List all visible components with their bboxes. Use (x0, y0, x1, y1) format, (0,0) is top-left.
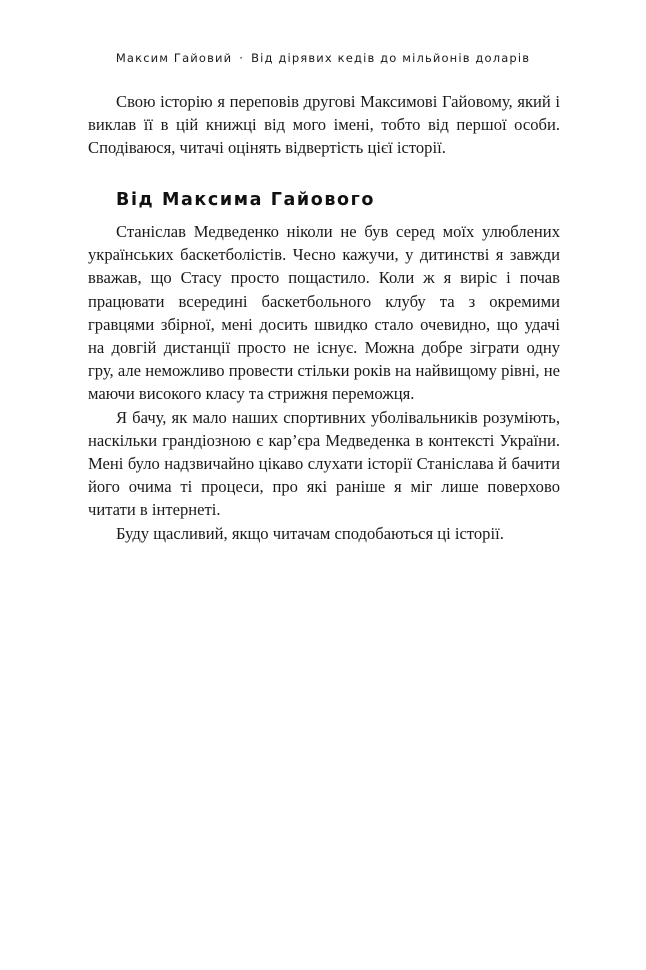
running-head (0, 51, 646, 65)
body-paragraph: Буду щасливий, якщо читачам сподобаються ці історії. (116, 523, 504, 543)
body-paragraph: Я бачу, як мало наших спортивних уболівальників розуміють, наскільки грандіозною є кар’єра Медведенка в контексті України. Мені було надзвичайно цікаво слухати історії Станіслава й бачити його очима ті процеси, про які раніше я міг лише поверхово читати в інтернеті. (88, 407, 560, 520)
body-paragraph: Станіслав Медведенко ніколи не був серед моїх улюблених українських баскетболістів. Чесно кажучи, у дитинстві я завжди вважав, що Стасу просто пощастило. Коли ж я виріс і почав працювати всередині баскетбольного клубу та з окремими гравцями збірної, мені досить швидко стало очевидно, що удачі на довгій дистанції просто не існує. Можна добре зіграти одну гру, але неможливо провести стільки років на найвищому рівні, не маючи високого класу та стрижня переможця. (88, 222, 560, 404)
running-head-book-title: Від дірявих кедів до мільйонів доларів (251, 51, 531, 65)
section-heading: Від Максима Гайового (116, 190, 376, 210)
intro-block (88, 90, 560, 160)
running-head-separator: · (239, 51, 245, 65)
intro-paragraph: Свою історію я переповів другові Максимові Гайовому, який і виклав її в цій книжці від мого імені, тобто від першої особи. Сподіваюся, читачі оцінять відвертість цієї історії. (88, 92, 560, 158)
running-head-author: Максим Гайовий (115, 51, 233, 65)
section-body (88, 220, 560, 545)
